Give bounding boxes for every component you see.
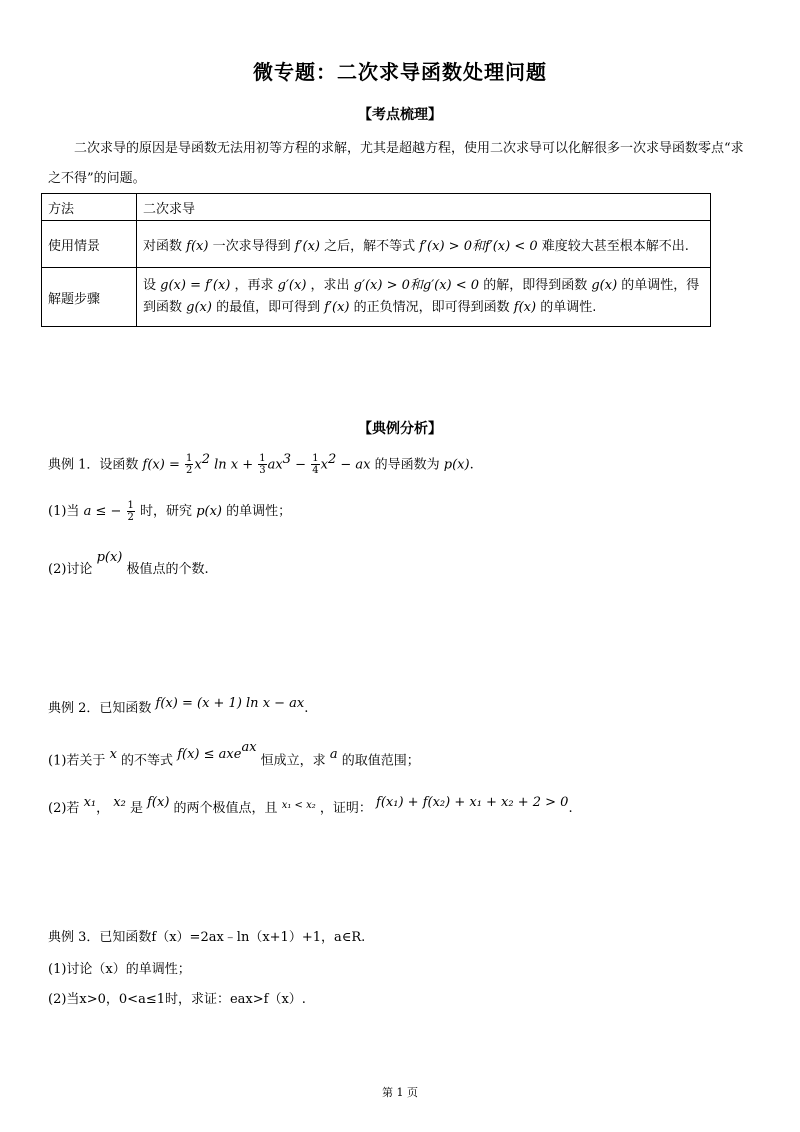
example-2-statement [48, 697, 308, 716]
math-px: p(x) [443, 457, 470, 473]
text-segment: ， [96, 801, 110, 816]
text-segment: 典例 1．设函数 [48, 457, 139, 473]
text-segment: 是 [129, 801, 143, 816]
exponent: 2 [327, 452, 337, 467]
math-x1: x₁ [83, 795, 97, 810]
text-segment: ，求出 [310, 278, 350, 293]
example-1-statement [48, 452, 474, 476]
table-key-method: 方法 [42, 194, 137, 221]
example-2-question-2 [48, 797, 573, 816]
text-segment: 时，研究 [140, 504, 193, 519]
denominator: 3 [259, 465, 266, 477]
math-segment: f(x) = [142, 457, 180, 473]
text-segment: 设 [143, 278, 157, 293]
text-segment: 的解，即得到函数 [483, 278, 588, 293]
text-segment: 难度较大甚至根本解不出. [541, 238, 689, 254]
text-segment: 的取值范围； [341, 753, 420, 769]
section-heading-examples: 【典例分析】 [358, 421, 442, 437]
text-segment: (2)讨论 [48, 562, 93, 577]
example-1-question-1 [48, 500, 291, 523]
text-segment: 的最值，即可得到 [216, 300, 321, 315]
text-segment: 对函数 [143, 238, 183, 254]
numerator: 1 [186, 453, 193, 465]
table-row [42, 221, 711, 268]
numerator: 1 [259, 453, 266, 465]
math-gx: g(x) [186, 300, 212, 315]
math-fpx: f′(x) [294, 238, 320, 254]
text-segment: . [568, 801, 573, 816]
math-x: x [109, 747, 117, 763]
math-gprime: g′(x) [277, 278, 307, 293]
math-fpx: f′(x) [324, 300, 350, 315]
text-segment: . [469, 457, 474, 473]
table-key-scenario: 使用情景 [42, 221, 137, 268]
math-segment: − ax [336, 457, 371, 473]
math-fx: f(x) [147, 795, 170, 810]
numerator: 1 [127, 500, 134, 511]
table-row [42, 268, 711, 327]
method-table [41, 193, 711, 327]
text-segment: ，证明： [319, 801, 372, 816]
page-title: 微专题：二次求导函数处理问题 [253, 60, 547, 84]
math-g-inequality: g′(x) > 0和g′(x) < 0 [353, 278, 480, 293]
math-inequality: f′(x) > 0和f′(x) < 0 [419, 238, 538, 254]
math-segment: x [320, 457, 328, 473]
fraction [258, 453, 266, 476]
math-inequality: f(x) ≤ axe [177, 747, 242, 763]
text-segment: 的不等式 [121, 753, 174, 769]
math-inequality: f(x₁) + f(x₂) + x₁ + x₂ + 2 > 0 [376, 795, 569, 810]
text-segment: 的正负情况，即可得到函数 [353, 300, 510, 315]
table-value-steps [137, 268, 711, 327]
text-segment: 一次求导得到 [212, 238, 291, 254]
text-segment: 的单调性，得到函数 [143, 278, 700, 315]
math-fx: f(x) [186, 238, 209, 254]
fraction [127, 500, 135, 523]
text-segment: 的单调性； [226, 504, 292, 519]
example-1-question-2 [48, 550, 209, 577]
math-segment: x [194, 457, 202, 473]
table-row [42, 194, 711, 221]
table-value-scenario [137, 221, 711, 268]
math-px: p(x) [196, 504, 222, 519]
text-segment: 的单调性. [540, 300, 597, 315]
table-value-method: 二次求导 [137, 194, 711, 221]
math-condition: x₁ < x₂ [281, 800, 316, 811]
text-segment: 的导函数为 [374, 457, 440, 473]
text-segment: (2)若 [48, 801, 80, 816]
page-number: 第 1 页 [382, 1086, 418, 1099]
math-segment: ln x + [210, 457, 254, 473]
math-x2: x₂ [113, 795, 126, 810]
math-segment: ax [267, 457, 283, 473]
numerator: 1 [312, 453, 319, 465]
denominator: 2 [127, 512, 134, 523]
example-3-statement: 典例 3．已知函数f（x）=2ax﹣ln（x+1）+1，a∈R. [48, 930, 366, 945]
text-segment: ，再求 [234, 278, 274, 293]
denominator: 2 [186, 465, 193, 477]
math-function: f(x) = (x + 1) ln x − ax [155, 696, 305, 711]
math-fx: f(x) [513, 300, 537, 315]
text-segment: (1)当 [48, 504, 80, 519]
fraction [311, 453, 319, 476]
intro-paragraph: 二次求导的原因是导函数无法用初等方程的求解，尤其是超越方程，使用二次求导可以化解很多一次求导函数零点“求之不得”的问题。 [48, 141, 744, 186]
section-heading-key-points: 【考点梳理】 [358, 107, 442, 123]
example-3-question-2: (2)当x>0，0<a≤1时，求证：eax>f（x）. [48, 992, 306, 1007]
denominator: 4 [312, 465, 319, 477]
text-segment: 恒成立，求 [260, 753, 326, 769]
math-segment: − [291, 457, 307, 473]
math-gx: g(x) [591, 278, 618, 293]
text-segment: (1)若关于 [48, 753, 106, 769]
exponent: 3 [282, 452, 292, 467]
text-segment: 的两个极值点，且 [173, 801, 278, 816]
example-3-question-1: (1)讨论（x）的单调性； [48, 962, 191, 977]
text-segment: 典例 2．已知函数 [48, 701, 152, 716]
example-2-question-1 [48, 740, 420, 769]
text-segment: 之后，解不等式 [324, 238, 416, 254]
exponent: 2 [201, 452, 210, 467]
math-condition: a ≤ − [83, 504, 122, 519]
fraction [185, 453, 193, 476]
text-segment: 极值点的个数. [126, 562, 209, 577]
text-segment: . [304, 701, 309, 716]
math-gdef: g(x) = f′(x) [160, 278, 231, 293]
exponent: ax [241, 740, 257, 755]
math-a: a [329, 747, 338, 763]
table-key-steps: 解题步骤 [42, 268, 137, 327]
math-px: p(x) [96, 550, 123, 565]
